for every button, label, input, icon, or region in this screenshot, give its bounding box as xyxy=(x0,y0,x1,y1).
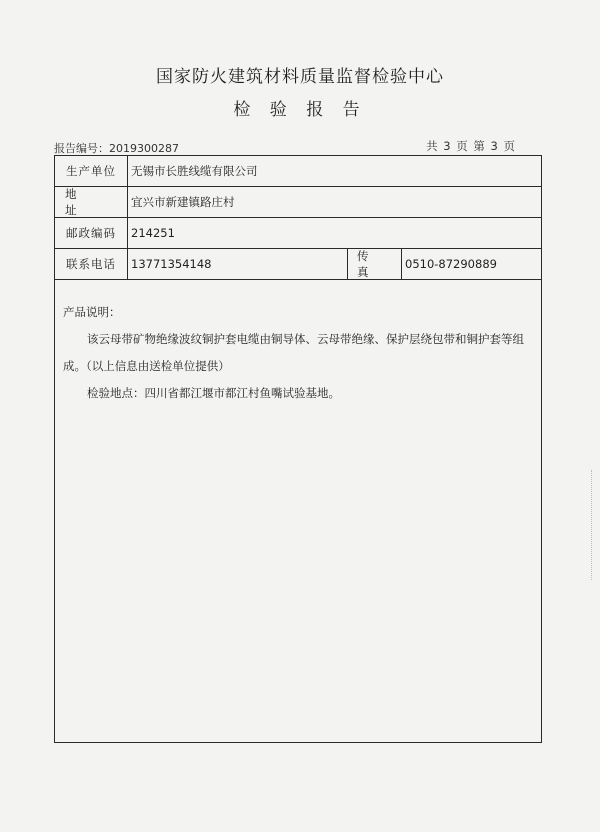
description-line-1: 该云母带矿物绝缘波纹铜护套电缆由铜导体、云母带绝缘、保护层绕包带和铜护套等组 xyxy=(87,332,524,346)
producer-label: 生产单位 xyxy=(55,156,128,186)
postcode-row xyxy=(55,218,541,249)
description-heading: 产品说明： xyxy=(63,305,121,319)
contact-row xyxy=(55,249,541,280)
address-value: 宜兴市新建镇路庄村 xyxy=(131,195,235,209)
report-form xyxy=(54,155,542,743)
fax-value-divider xyxy=(401,249,402,279)
producer-row xyxy=(55,156,541,187)
postcode-value: 214251 xyxy=(131,226,175,240)
test-location: 检验地点：四川省都江堰市都江村鱼嘴试验基地。 xyxy=(87,386,340,400)
binding-edge-mark xyxy=(591,470,598,580)
producer-value: 无锡市长胜线缆有限公司 xyxy=(131,164,258,178)
description-line-2: 成。（以上信息由送检单位提供） xyxy=(63,359,230,373)
address-label: 地 址 xyxy=(55,187,128,217)
address-row xyxy=(55,187,541,218)
page-count: 共 3 页 第 3 页 xyxy=(426,139,516,153)
product-description xyxy=(63,299,533,407)
document-title: 检 验 报 告 xyxy=(233,100,367,120)
report-number: 报告编号：2019300287 xyxy=(54,142,179,155)
phone-label: 联系电话 xyxy=(55,249,128,279)
fax-value: 0510-87290889 xyxy=(405,257,497,271)
fax-label: 传 真 xyxy=(357,249,379,279)
organization-title: 国家防火建筑材料质量监督检验中心 xyxy=(156,67,444,87)
phone-value: 13771354148 xyxy=(131,257,212,271)
postcode-label: 邮政编码 xyxy=(55,218,128,248)
fax-divider xyxy=(347,249,348,279)
